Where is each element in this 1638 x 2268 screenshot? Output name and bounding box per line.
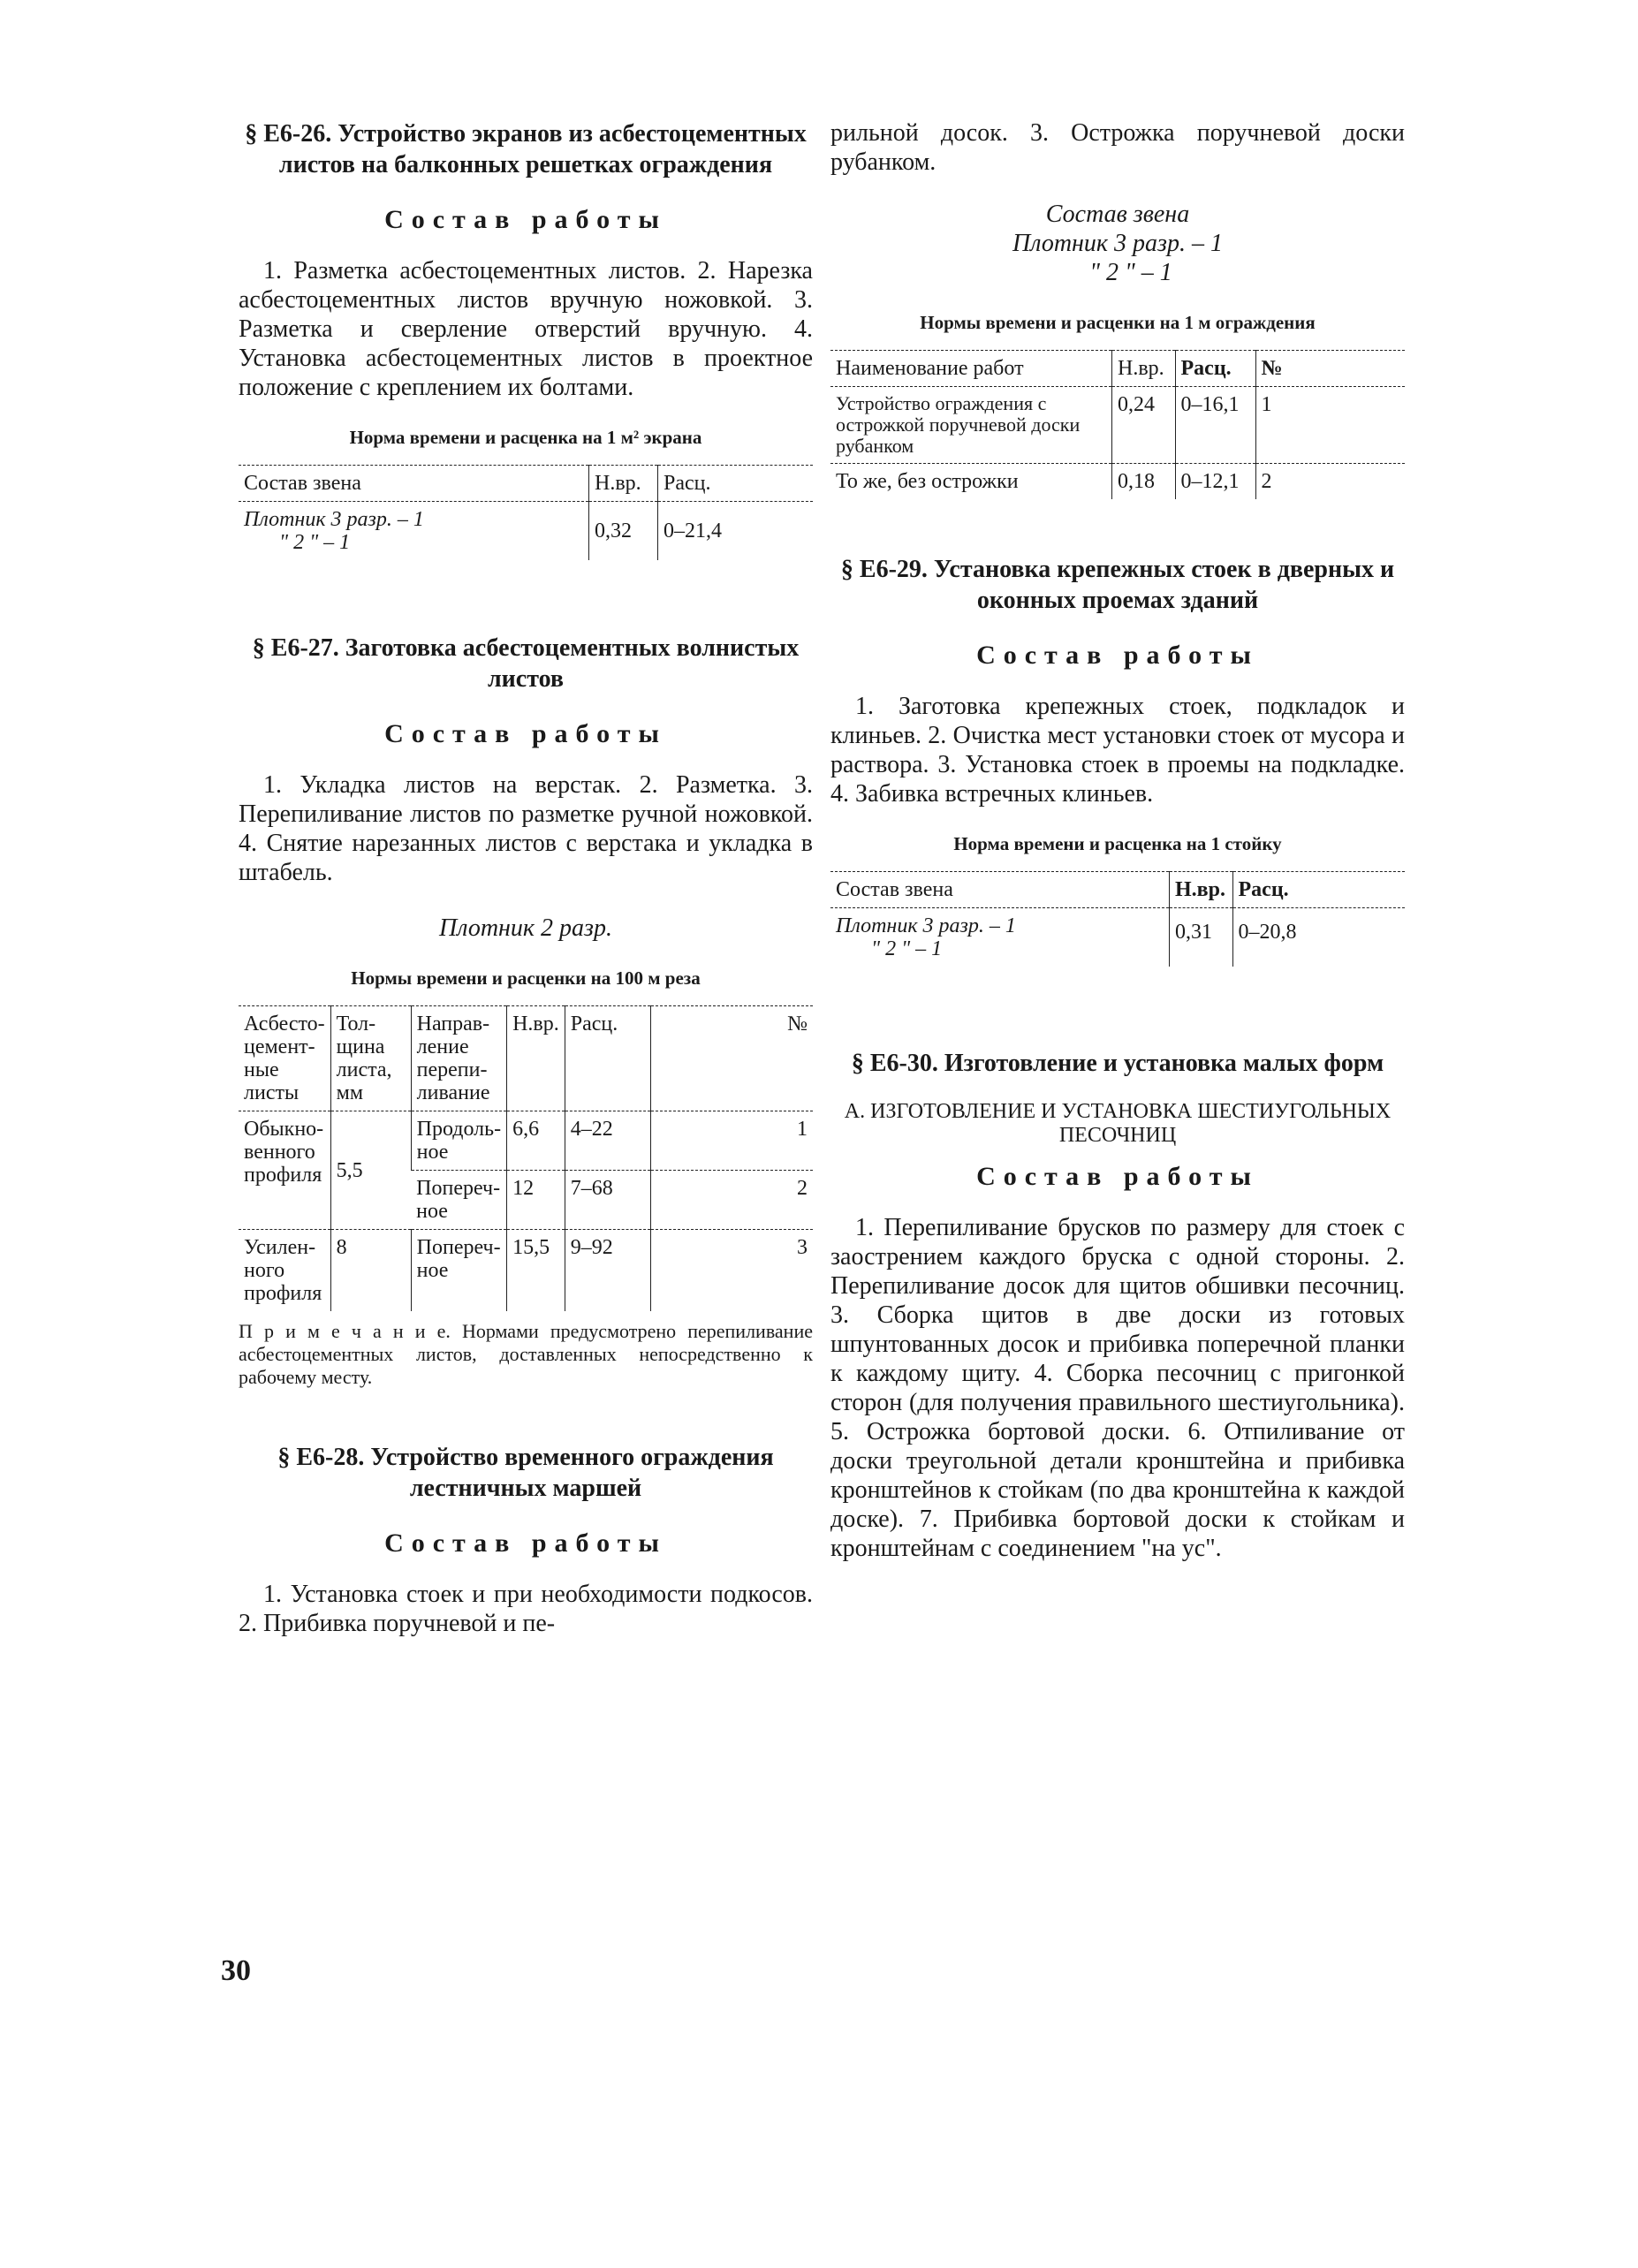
- crew-text: Плотник 2 разр.: [439, 914, 612, 942]
- work-composition-heading: Состав работы: [384, 719, 667, 748]
- col-header: Н.вр.: [507, 1006, 565, 1111]
- section-e6-30: [830, 1048, 1405, 1563]
- section-e6-26: [239, 118, 813, 560]
- section-title: § Е6-28. Устройство временного ограждения лестничных маршей: [277, 1444, 774, 1502]
- section-title: § Е6-29. Установка крепежных стоек в дверных и оконных проемах зданий: [840, 556, 1395, 614]
- work-description: 1. Разметка асбестоцементных листов. 2. Нарезка асбестоцементных листов вручную ножовкой. 3. Разметка и сверление отверстий вручную. 4. Установка асбестоцементных листов в проектное положение с креплением их болтами.: [239, 257, 813, 401]
- rate-cell: 0–20,8: [1232, 908, 1405, 967]
- work-description: 1. Укладка листов на верстак. 2. Разметка. 3. Перепиливание листов по разметке ручной ножовкой. 4. Снятие нарезанных листов с верстака и укладка в штабель.: [239, 771, 813, 886]
- nvr-cell: 0,31: [1170, 908, 1233, 967]
- table-row: [830, 464, 1405, 500]
- col-header: Тол-щина листа, мм: [330, 1006, 411, 1111]
- work-description: 1. Установка стоек и при необходимости подкосов. 2. Прибивка поручневой и пе-: [239, 1581, 813, 1637]
- nvr-cell: 15,5: [507, 1230, 565, 1312]
- thickness-cell: 8: [330, 1230, 411, 1312]
- page-number: 30: [221, 1954, 251, 1987]
- col-header: Наименование работ: [830, 351, 1112, 387]
- num-cell: 3: [651, 1230, 813, 1312]
- norm-table: [239, 465, 813, 560]
- rate-cell: 0–21,4: [658, 502, 814, 561]
- col-header: Состав звена: [830, 872, 1170, 908]
- table-row: [239, 1111, 813, 1171]
- nvr-cell: 12: [507, 1171, 565, 1230]
- crew-cell: [239, 502, 589, 561]
- col-header: Расц.: [1175, 351, 1255, 387]
- norm-title: Норма времени и расценка на 1 м² экрана: [349, 427, 702, 448]
- section-title: § Е6-26. Устройство экранов из асбестоцементных листов на балконных решетках ограждения: [245, 120, 807, 178]
- sheet-cell: Обыкно-венного профиля: [244, 1118, 324, 1187]
- col-header: Асбесто-цемент-ные листы: [239, 1006, 330, 1111]
- table-row: [830, 908, 1405, 967]
- num-cell: 1: [651, 1111, 813, 1171]
- crew-title: Состав звена: [1045, 201, 1190, 228]
- norm-title: Норма времени и расценка на 1 стойку: [953, 833, 1282, 854]
- section-e6-28-continued: [830, 118, 1405, 499]
- crew-line: " 2 " – 1: [871, 937, 943, 960]
- crew-line: " 2 " – 1: [279, 531, 351, 554]
- nvr-cell: 0,32: [589, 502, 658, 561]
- table-row: [239, 1230, 813, 1312]
- direction-cell: Попереч-ное: [411, 1171, 506, 1230]
- right-column: [830, 118, 1405, 1563]
- section-e6-27: [239, 633, 813, 1389]
- note: П р и м е ч а н и е. Нормами предусмотрено перепиливание асбестоцементных листов, доставленных непосредственно к рабочему месту.: [239, 1320, 813, 1388]
- work-composition-heading: Состав работы: [384, 1528, 667, 1558]
- rate-cell: 7–68: [565, 1171, 651, 1230]
- section-title: § Е6-27. Заготовка асбестоцементных волнистых листов: [252, 634, 800, 693]
- section-title: § Е6-30. Изготовление и установка малых форм: [851, 1050, 1384, 1077]
- work-name-cell: То же, без острожки: [830, 464, 1112, 500]
- work-description-continued: рильной досок. 3. Острожка поручневой доски рубанком.: [830, 119, 1405, 176]
- norm-table: [239, 1005, 813, 1311]
- nvr-cell: 0,18: [1112, 464, 1176, 500]
- norm-title: Нормы времени и расценки на 1 м ограждения: [920, 312, 1316, 333]
- table-row: [239, 502, 813, 561]
- crew-line: Плотник 3 разр. – 1: [244, 508, 424, 531]
- section-e6-29: [830, 554, 1405, 967]
- norm-table: [830, 871, 1405, 967]
- crew-cell: [830, 908, 1170, 967]
- col-header: Н.вр.: [589, 466, 658, 502]
- subsection-title: А. ИЗГОТОВЛЕНИЕ И УСТАНОВКА ШЕСТИУГОЛЬНЫХ ПЕСОЧНИЦ: [844, 1100, 1392, 1147]
- direction-cell: Продоль-ное: [411, 1111, 506, 1171]
- num-cell: 1: [1255, 387, 1405, 464]
- crew-line: " 2 " – 1: [1089, 259, 1172, 286]
- col-header: Расц.: [658, 466, 814, 502]
- thickness-cell: 5,5: [330, 1111, 411, 1230]
- work-name-cell: Устройство ограждения с острожкой поручневой доски рубанком: [836, 392, 1081, 457]
- norm-title: Нормы времени и расценки на 100 м реза: [351, 967, 701, 989]
- rate-cell: 0–12,1: [1175, 464, 1255, 500]
- work-description: 1. Перепиливание брусков по размеру для стоек с заострением каждого бруска с одной стороны. 2. Перепиливание досок для щитов обшивки песочниц. 3. Сборка щитов в две доски из готовых шпунтованных досок и прибивка поперечной планки к каждому щиту. 4. Сборка песочниц с пригонкой сторон (для получения правильного шестиугольника). 5. Острожка бортовой доски. 6. Отпиливание от доски треугольной детали кронштейна и прибивка кронштейнов к стойкам (по два кронштейна к каждой доске). 7. Прибивка бортовой доски к стойкам и кронштейнам с соединением "на ус".: [830, 1214, 1405, 1562]
- work-description: 1. Заготовка крепежных стоек, подкладок и клиньев. 2. Очистка мест установки стоек от мусора и раствора. 3. Установка стоек в проемы на подкладке. 4. Забивка встречных клиньев.: [830, 693, 1405, 808]
- table-row: [830, 387, 1405, 464]
- nvr-cell: 0,24: [1112, 387, 1176, 464]
- col-header: №: [651, 1006, 813, 1111]
- col-header: №: [1255, 351, 1405, 387]
- left-column: [239, 118, 813, 1638]
- nvr-cell: 6,6: [507, 1111, 565, 1171]
- crew-line: Плотник 3 разр. – 1: [836, 914, 1016, 937]
- work-composition-heading: Состав работы: [976, 641, 1259, 670]
- col-header: Расц.: [1232, 872, 1405, 908]
- rate-cell: 4–22: [565, 1111, 651, 1171]
- col-header: Н.вр.: [1112, 351, 1176, 387]
- col-header: Направ-ление перепи-ливание: [411, 1006, 506, 1111]
- direction-cell: Попереч-ное: [411, 1230, 506, 1312]
- work-composition-heading: Состав работы: [384, 205, 667, 234]
- work-composition-heading: Состав работы: [976, 1162, 1259, 1191]
- col-header: Н.вр.: [1170, 872, 1233, 908]
- num-cell: 2: [651, 1171, 813, 1230]
- col-header: Состав звена: [239, 466, 589, 502]
- crew-line: Плотник 3 разр. – 1: [1012, 230, 1223, 257]
- num-cell: 2: [1255, 464, 1405, 500]
- section-e6-28: [239, 1442, 813, 1638]
- sheet-cell: Усилен-ного профиля: [239, 1230, 330, 1312]
- col-header: Расц.: [565, 1006, 651, 1111]
- rate-cell: 9–92: [565, 1230, 651, 1312]
- rate-cell: 0–16,1: [1175, 387, 1255, 464]
- norm-table: [830, 350, 1405, 499]
